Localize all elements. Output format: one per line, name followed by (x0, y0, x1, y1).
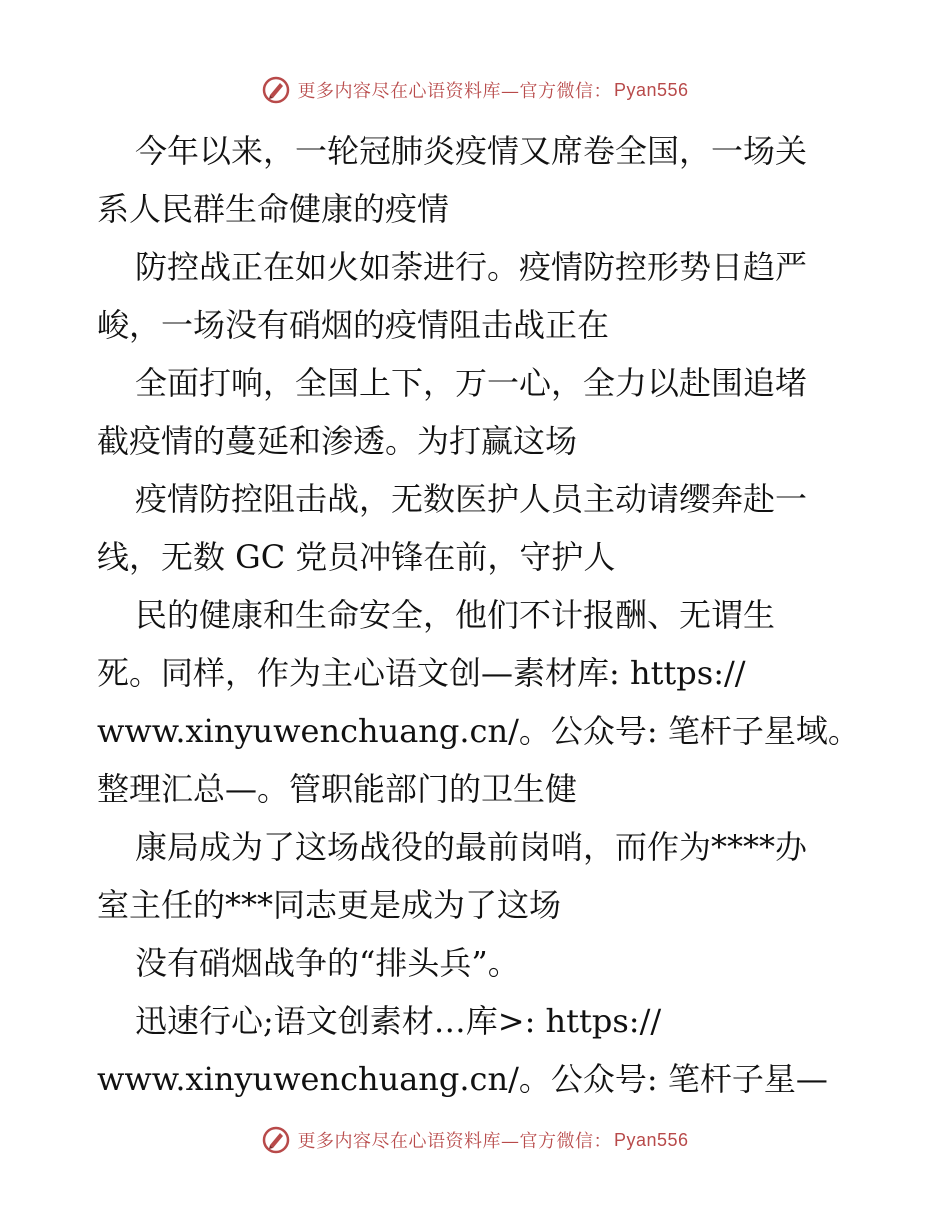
text-line: www.xinyuwenchuang.cn/。公众号: 笔杆子星— (97, 1060, 828, 1098)
text-line: 截疫情的蔓延和渗透。为打赢这场 (97, 422, 578, 460)
watermark-text: 更多内容尽在心语资料库—官方微信： (297, 81, 612, 102)
text-line: 迅速行心;语文创素材…库>: https:// (135, 1002, 662, 1040)
text-line: 系人民群生命健康的疫情 (97, 190, 450, 228)
text-line: 今年以来，一轮冠肺炎疫情又席卷全国，一场关 (135, 132, 808, 170)
text-line: 峻，一场没有硝烟的疫情阻击战正在 (97, 306, 610, 344)
text-line: 民的健康和生命安全，他们不计报酬、无谓生 (135, 596, 776, 634)
text-line: 疫情防控阻击战，无数医护人员主动请缨奔赴一 (135, 480, 808, 518)
pen-logo-icon (261, 1125, 291, 1155)
text-line: 死。同样，作为主心语文创—素材库: https:// (97, 654, 746, 692)
text-line: www.xinyuwenchuang.cn/。公众号: 笔杆子星域。 (97, 712, 860, 750)
text-line: 防控战正在如火如荼进行。疫情防控形势日趋严 (135, 248, 808, 286)
footer-watermark (0, 1120, 950, 1160)
watermark-wechat-id: Pyan556 (613, 1129, 689, 1150)
pen-logo-icon (261, 75, 291, 105)
document-body (97, 122, 867, 1108)
text-line: 全面打响，全国上下，万一心，全力以赴围追堵 (135, 364, 808, 402)
header-watermark (0, 70, 950, 110)
text-line: 康局成为了这场战役的最前岗哨，而作为****办 (135, 828, 808, 866)
text-line: 线，无数 GC 党员冲锋在前，守护人 (97, 538, 616, 576)
text-line: 室主任的***同志更是成为了这场 (97, 886, 562, 924)
watermark-text: 更多内容尽在心语资料库—官方微信： (297, 1131, 612, 1152)
text-line: 没有硝烟战争的“排头兵”。 (135, 944, 520, 982)
watermark-wechat-id: Pyan556 (613, 79, 689, 100)
text-line: 整理汇总—。管职能部门的卫生健 (97, 770, 578, 808)
